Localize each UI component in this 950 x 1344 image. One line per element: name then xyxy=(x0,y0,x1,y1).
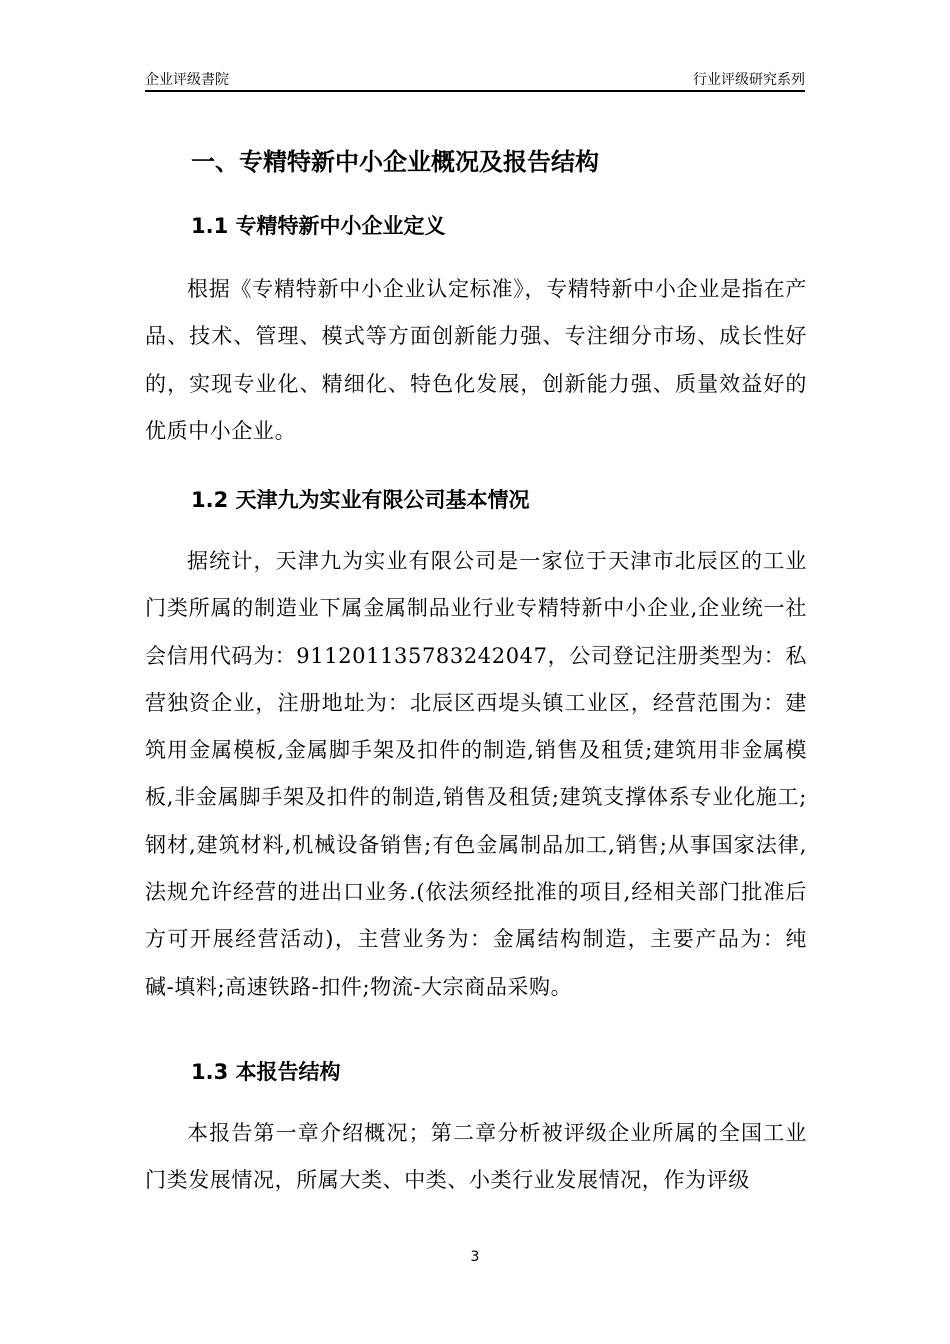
section-heading-1-2: 1.2 天津九为实业有限公司基本情况 xyxy=(191,488,530,512)
section-body-1-1: 根据《专精特新中小企业认定标准》，专精特新中小企业是指在产品、技术、管理、模式等方面创新能力强、专注细分市场、成长性好的，实现专业化、精细化、特色化发展，创新能力强、质量效益好的优质中小企业。 xyxy=(145,277,807,443)
header-left-text: 企业评级書院 xyxy=(145,72,229,88)
header-right-text: 行业评级研究系列 xyxy=(693,72,805,88)
section-heading-1-1: 1.1 专精特新中小企业定义 xyxy=(191,214,446,238)
page-title: 一、专精特新中小企业概况及报告结构 xyxy=(191,148,599,176)
section-heading-1-3: 1.3 本报告结构 xyxy=(191,1060,341,1084)
page-number: 3 xyxy=(470,1249,480,1265)
section-body-1-2: 据统计，天津九为实业有限公司是一家位于天津市北辰区的工业门类所属的制造业下属金属制品业行业专精特新中小企业,企业统一社会信用代码为：911201135783242047，公司登记注册类型为：私营独资企业，注册地址为：北辰区西堤头镇工业区，经营范围为：建筑用金属模板,金属脚手架及扣件的制造,销售及租赁;建筑用非金属模板,非金属脚手架及扣件的制造,销售及租赁;建筑支撑体系专业化施工;钢材,建筑材料,机械设备销售;有色金属制品加工,销售;从事国家法律,法规允许经营的进出口业务.(依法须经批准的项目,经相关部门批准后方可开展经营活动)，主营业务为：金属结构制造，主要产品为：纯碱-填料;高速铁路-扣件;物流-大宗商品采购。 xyxy=(145,549,807,999)
section-body-1-3: 本报告第一章介绍概况；第二章分析被评级企业所属的全国工业门类发展情况，所属大类、中类、小类行业发展情况，作为评级 xyxy=(145,1121,807,1193)
header-divider xyxy=(145,90,805,92)
